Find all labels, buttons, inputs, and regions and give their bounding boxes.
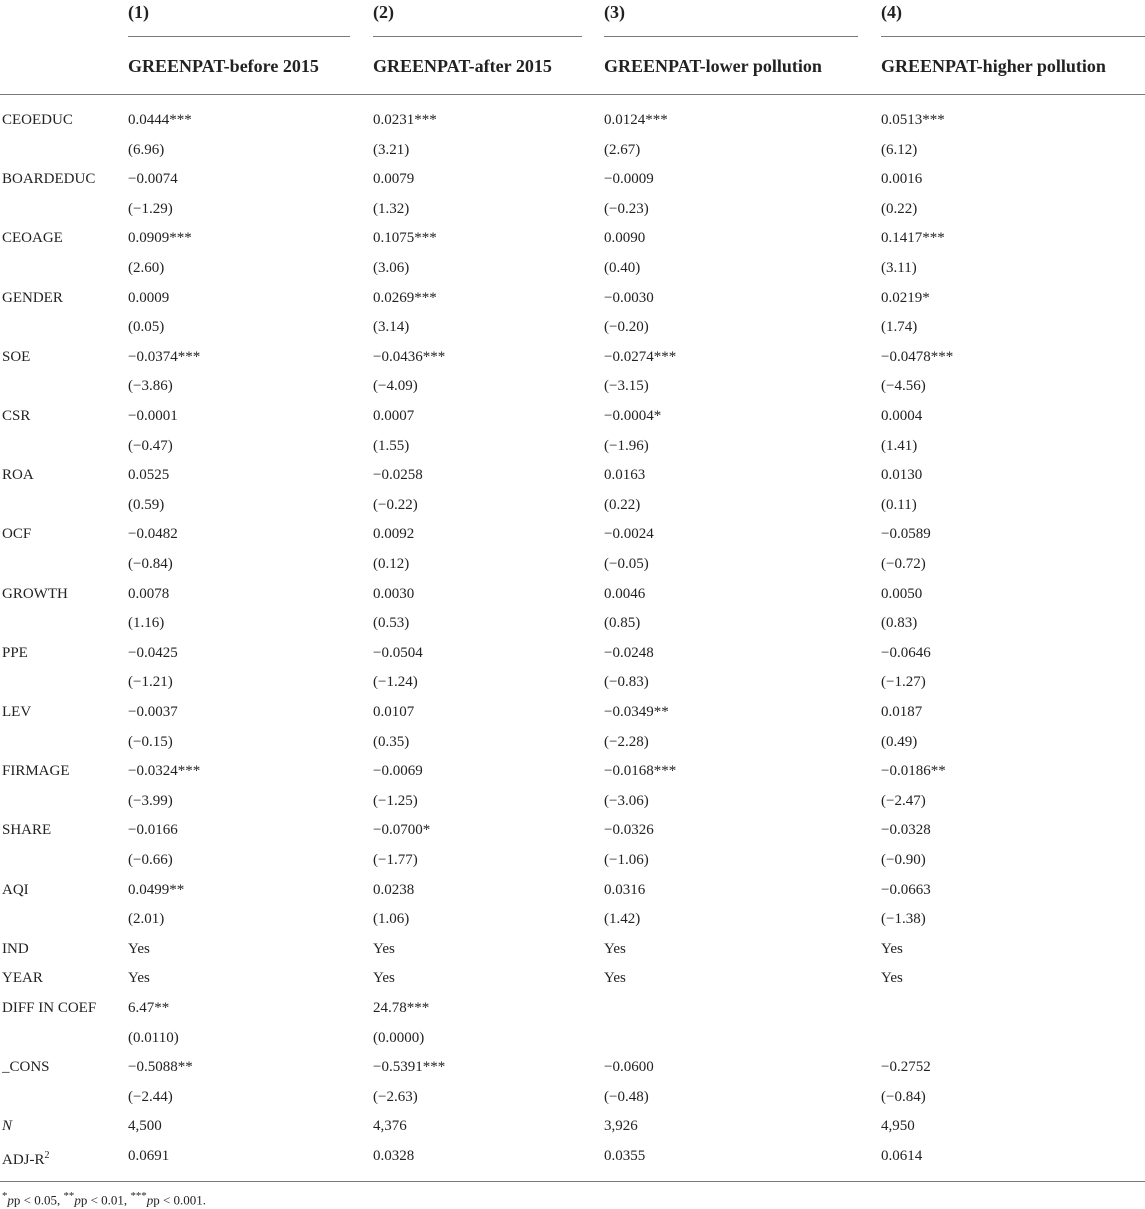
cell-col-4: −0.0646 [881, 644, 931, 661]
table-row [0, 584, 1145, 614]
cell-col-1: 0.0078 [128, 585, 170, 602]
cell-col-3: (1.42) [604, 911, 641, 928]
cell-col-4: 0.0614 [881, 1148, 923, 1164]
row-label [2, 347, 30, 367]
cell-col-2: (1.55) [373, 437, 410, 454]
table-row [0, 465, 1145, 495]
cell-col-4: (6.12) [881, 141, 918, 158]
cell-col-2: Yes [373, 970, 395, 987]
table-row [0, 406, 1145, 436]
cell-col-1: −0.0074 [128, 171, 178, 188]
row-label [2, 465, 34, 485]
cell-col-2: 0.0030 [373, 585, 415, 602]
cell-col-2: −0.0436*** [373, 348, 446, 365]
row-label [2, 524, 31, 544]
row-label-text: CEOEDUC [2, 112, 73, 128]
cell-col-3: 0.0090 [604, 230, 646, 247]
table-row [0, 732, 1145, 762]
row-label [2, 761, 70, 781]
cell-col-3: (0.85) [604, 615, 641, 632]
row-label [2, 968, 43, 988]
cell-col-4: (−0.84) [881, 1088, 926, 1105]
cell-col-1: −0.0374*** [128, 348, 201, 365]
cell-col-4: (3.11) [881, 260, 917, 276]
row-label [2, 939, 29, 959]
table-row [0, 643, 1145, 673]
table-row [0, 968, 1145, 998]
cell-col-4: −0.0589 [881, 526, 931, 543]
col-2-title: GREENPAT-after 2015 [373, 56, 552, 76]
cell-col-4: (1.41) [881, 437, 918, 454]
cell-col-4: (−2.47) [881, 792, 926, 809]
cell-col-2: (3.06) [373, 260, 410, 276]
row-label [2, 288, 63, 308]
cell-col-1: −0.0166 [128, 822, 178, 839]
table-row [0, 820, 1145, 850]
table-row [0, 376, 1145, 406]
cell-col-2: 0.0007 [373, 408, 415, 424]
row-label [2, 880, 29, 900]
cell-col-3: −0.0168*** [604, 763, 677, 780]
row-label [2, 998, 96, 1018]
table-row [0, 258, 1145, 288]
table-row [0, 495, 1145, 525]
cell-col-4: −0.2752 [881, 1059, 931, 1076]
cell-col-3: (−0.48) [604, 1088, 649, 1105]
cell-col-2: (−1.24) [373, 674, 418, 691]
cell-col-1: Yes [128, 940, 150, 957]
row-label [2, 169, 95, 189]
table-row [0, 761, 1145, 791]
cell-col-2: (3.21) [373, 141, 410, 158]
cell-col-2: 0.0092 [373, 526, 415, 543]
cell-col-4: Yes [881, 940, 903, 957]
row-label-text: LEV [2, 704, 32, 720]
header-bottom-rule [0, 94, 1145, 95]
row-label [2, 1116, 12, 1136]
table-row [0, 880, 1145, 910]
cell-col-2: (0.35) [373, 733, 410, 750]
cell-col-1: (0.0110) [128, 1029, 179, 1046]
cell-col-2: −0.0700* [373, 822, 431, 839]
cell-col-3: −0.0600 [604, 1059, 654, 1076]
cell-col-3: (0.22) [604, 496, 641, 513]
cell-col-2: 0.0231*** [373, 112, 437, 128]
table-row [0, 199, 1145, 229]
cell-col-4: −0.0478*** [881, 348, 954, 365]
cell-col-1: −0.0425 [128, 644, 178, 661]
cell-col-2: (−1.77) [373, 852, 418, 868]
row-label [2, 406, 30, 426]
cell-col-4: 0.1417*** [881, 230, 945, 247]
row-label-text: AQI [2, 881, 29, 898]
cell-col-2: (3.14) [373, 319, 410, 336]
cell-col-4: Yes [881, 970, 903, 987]
cell-col-2: 24.78*** [373, 1000, 430, 1016]
row-label-text: BOARDEDUC [2, 171, 96, 188]
table-row [0, 939, 1145, 969]
cell-col-4: 0.0004 [881, 408, 923, 424]
cell-col-4: (−0.72) [881, 556, 926, 572]
cell-col-3: Yes [604, 970, 626, 987]
table-row [0, 850, 1145, 880]
table-row [0, 998, 1145, 1028]
cell-col-3: (0.40) [604, 260, 641, 276]
cell-col-3: (2.67) [604, 141, 641, 158]
cell-col-4: (0.11) [881, 496, 917, 513]
table-row [0, 436, 1145, 466]
cell-col-1: (−3.86) [128, 378, 173, 395]
cell-col-1: 0.0691 [128, 1148, 170, 1164]
col-4-title: GREENPAT-higher pollution [881, 56, 1106, 76]
col-1-title: GREENPAT-before 2015 [128, 56, 319, 76]
row-label-text: OCF [2, 526, 32, 543]
cell-col-3: 0.0046 [604, 585, 646, 602]
cell-col-1: (6.96) [128, 141, 165, 158]
cell-col-1: (2.60) [128, 260, 165, 276]
cell-col-2: (−2.63) [373, 1088, 418, 1105]
cell-col-3: −0.0274*** [604, 348, 677, 365]
cell-col-1: (−0.47) [128, 437, 173, 454]
cell-col-3: 0.0163 [604, 467, 646, 484]
row-label-text: YEAR [2, 970, 43, 987]
col-2-number: (2) [373, 2, 394, 22]
cell-col-1: 0.0909*** [128, 230, 192, 247]
col-3-title: GREENPAT-lower pollution [604, 56, 822, 76]
row-label-text: SHARE [2, 822, 52, 839]
row-label-text: FIRMAGE [2, 763, 70, 780]
col-3-number: (3) [604, 2, 625, 22]
cell-col-4: 0.0513*** [881, 112, 945, 128]
cell-col-4: (−1.27) [881, 674, 926, 691]
cell-col-3: (−2.28) [604, 733, 649, 750]
table-row [0, 524, 1145, 554]
cell-col-2: −0.5391*** [373, 1059, 446, 1076]
row-label [2, 1057, 50, 1077]
cell-col-3: (−0.83) [604, 674, 649, 691]
cell-col-2: 4,376 [373, 1118, 407, 1135]
cell-col-3: (−1.96) [604, 437, 649, 454]
row-label [2, 228, 63, 248]
col-2-rule [373, 36, 582, 37]
cell-col-1: 0.0009 [128, 289, 170, 306]
row-label-superscript: 2 [44, 1150, 50, 1161]
table-row [0, 347, 1145, 377]
cell-col-4: (0.83) [881, 615, 918, 632]
row-label [2, 1146, 50, 1170]
cell-col-2: 0.0269*** [373, 289, 437, 306]
cell-col-1: −0.0324*** [128, 763, 201, 780]
footnote-p05: p < 0.05, [13, 1192, 64, 1208]
row-label-text: IND [2, 940, 29, 957]
col-3-rule [604, 36, 858, 37]
cell-col-2: (1.32) [373, 200, 410, 217]
table-row [0, 791, 1145, 821]
cell-col-4: 0.0219* [881, 289, 930, 306]
cell-col-1: (−1.29) [128, 200, 173, 217]
cell-col-1: (−0.84) [128, 556, 173, 572]
table-row [0, 1087, 1145, 1117]
table-row [0, 1057, 1145, 1087]
cell-col-4: −0.0186** [881, 763, 946, 780]
cell-col-3: −0.0030 [604, 289, 654, 306]
cell-col-4: (−0.90) [881, 852, 926, 868]
table-row [0, 1028, 1145, 1058]
cell-col-3: (−0.23) [604, 200, 649, 217]
cell-col-2: (0.12) [373, 556, 410, 572]
cell-col-1: (−0.66) [128, 852, 173, 868]
cell-col-1: (0.59) [128, 496, 165, 513]
row-label [2, 110, 73, 130]
cell-col-3: (−3.15) [604, 378, 649, 395]
cell-col-1: −0.0001 [128, 408, 178, 424]
cell-col-4: (−4.56) [881, 378, 926, 395]
cell-col-1: 4,500 [128, 1118, 162, 1135]
cell-col-2: (−0.22) [373, 496, 418, 513]
cell-col-1: (−1.21) [128, 674, 173, 691]
cell-col-3: −0.0004* [604, 408, 662, 424]
table-row [0, 702, 1145, 732]
cell-col-1: 0.0525 [128, 467, 170, 484]
row-label-text: CSR [2, 408, 31, 424]
row-label-text: ADJ-R [2, 1152, 45, 1168]
table-row [0, 317, 1145, 347]
cell-col-2: −0.0258 [373, 467, 423, 484]
table-row [0, 169, 1145, 199]
cell-col-3: 3,926 [604, 1118, 638, 1135]
cell-col-1: (1.16) [128, 615, 165, 632]
cell-col-1: 0.0444*** [128, 112, 192, 128]
row-label [2, 820, 51, 840]
cell-col-3: (−0.20) [604, 319, 649, 336]
cell-col-1: (−3.99) [128, 792, 173, 809]
row-label-text: GENDER [2, 289, 63, 306]
cell-col-2: 0.0079 [373, 171, 415, 188]
footnote: *pp < 0.05, **pp < 0.01, ***pp < 0.001. [2, 1190, 207, 1208]
cell-col-3: −0.0326 [604, 822, 654, 839]
footnote-p01: p < 0.01, [80, 1192, 131, 1208]
table-row [0, 288, 1145, 318]
col-4-number: (4) [881, 2, 902, 22]
table-row [0, 672, 1145, 702]
cell-col-3: −0.0024 [604, 526, 654, 543]
cell-col-3: −0.0009 [604, 171, 654, 188]
cell-col-1: (−2.44) [128, 1088, 173, 1105]
cell-col-1: Yes [128, 970, 150, 987]
cell-col-3: Yes [604, 940, 626, 957]
table-row [0, 1146, 1145, 1176]
cell-col-4: (0.49) [881, 733, 918, 750]
cell-col-2: (0.0000) [373, 1029, 425, 1046]
table-row [0, 909, 1145, 939]
cell-col-2: 0.0238 [373, 881, 415, 898]
cell-col-3: 0.0355 [604, 1148, 646, 1164]
cell-col-1: (0.05) [128, 319, 165, 336]
cell-col-1: −0.0482 [128, 526, 178, 543]
cell-col-2: 0.0107 [373, 704, 415, 720]
table-bottom-rule [0, 1181, 1145, 1182]
row-label-text: CEOAGE [2, 230, 63, 247]
cell-col-1: −0.0037 [128, 704, 178, 720]
cell-col-4: (1.74) [881, 319, 918, 336]
cell-col-2: Yes [373, 940, 395, 957]
cell-col-4: 4,950 [881, 1118, 915, 1135]
footnote-p001: p < 0.001. [153, 1192, 207, 1208]
col-1-rule [128, 36, 350, 37]
table-row [0, 110, 1145, 140]
cell-col-3: (−3.06) [604, 792, 649, 809]
table-row [0, 554, 1145, 584]
cell-col-2: (0.53) [373, 615, 410, 632]
row-label [2, 643, 28, 663]
cell-col-2: −0.0069 [373, 763, 423, 780]
cell-col-3: (−0.05) [604, 556, 649, 572]
cell-col-1: (2.01) [128, 911, 165, 928]
cell-col-2: (−1.25) [373, 792, 418, 809]
cell-col-3: −0.0248 [604, 644, 654, 661]
cell-col-4: −0.0328 [881, 822, 931, 839]
col-1-number: (1) [128, 2, 149, 22]
row-label-text: N [2, 1118, 13, 1135]
cell-col-4: 0.0016 [881, 171, 923, 188]
cell-col-1: −0.5088** [128, 1059, 193, 1076]
row-label-text: GROWTH [2, 585, 68, 602]
cell-col-2: 0.1075*** [373, 230, 437, 247]
row-label-text: ROA [2, 467, 34, 484]
cell-col-2: 0.0328 [373, 1148, 415, 1164]
row-label-text: SOE [2, 348, 31, 365]
cell-col-1: 0.0499** [128, 881, 185, 898]
cell-col-2: −0.0504 [373, 644, 423, 661]
cell-col-3: 0.0316 [604, 881, 646, 898]
cell-col-1: (−0.15) [128, 733, 173, 750]
cell-col-4: 0.0130 [881, 467, 923, 484]
table-row [0, 613, 1145, 643]
row-label-text: DIFF IN COEF [2, 1000, 97, 1016]
row-label-text: PPE [2, 644, 28, 661]
table-row [0, 228, 1145, 258]
cell-col-4: (−1.38) [881, 911, 926, 928]
cell-col-2: (1.06) [373, 911, 410, 928]
cell-col-1: 6.47** [128, 1000, 170, 1016]
row-label [2, 584, 68, 604]
cell-col-4: −0.0663 [881, 881, 931, 898]
row-label-text: _CONS [2, 1059, 50, 1076]
cell-col-3: 0.0124*** [604, 112, 668, 128]
cell-col-3: (−1.06) [604, 852, 649, 868]
col-4-rule [881, 36, 1145, 37]
cell-col-3: −0.0349** [604, 704, 669, 720]
row-label [2, 702, 31, 722]
table-row [0, 1116, 1145, 1146]
table-row [0, 140, 1145, 170]
cell-col-4: 0.0050 [881, 585, 923, 602]
cell-col-4: (0.22) [881, 200, 918, 217]
cell-col-4: 0.0187 [881, 704, 923, 720]
cell-col-2: (−4.09) [373, 378, 418, 395]
